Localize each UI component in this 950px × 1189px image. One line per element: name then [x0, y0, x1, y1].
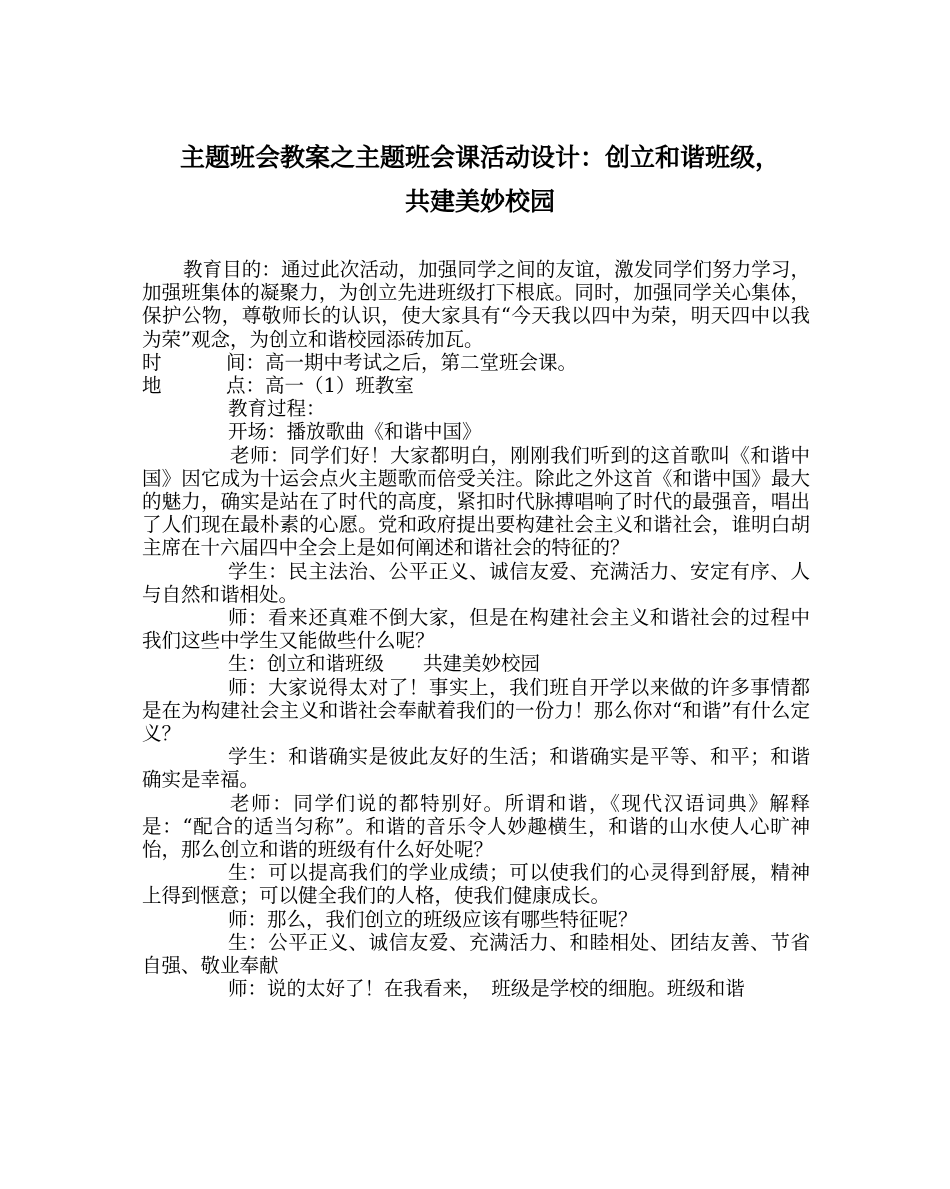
- document-title-line2: 共建美妙校园: [404, 187, 555, 216]
- dialogue-paragraph: 老师：同学们说的都特别好。所谓和谐，《现代汉语词典》解释是：“配合的适当匀称”。和谐的音乐令人妙趣横生，和谐的山水使人心旷神怡，那么创立和谐的班级有什么好处呢？: [142, 791, 810, 862]
- dialogue-paragraph: 生：可以提高我们的学业成绩；可以使我们的心灵得到舒展，精神上得到惬意；可以健全我们的人格，使我们健康成长。: [142, 861, 810, 908]
- dialogue-paragraph: 生：公平正义、诚信友爱、充满活力、和睦相处、团结友善、节省自强、敬业奉献: [142, 930, 810, 978]
- place-value: 高一（1）班教室: [265, 374, 414, 398]
- document-title-line1: 主题班会教案之主题班会课活动设计：创立和谐班级，: [179, 143, 780, 172]
- place-row: [142, 374, 810, 397]
- time-label-a: 时: [142, 350, 162, 374]
- dialogue-paragraph: 学生：和谐确实是彼此友好的生活；和谐确实是平等、和平；和谐确实是幸福。: [142, 745, 810, 792]
- dialogue-paragraph: 学生：民主法治、公平正义、诚信友爱、充满活力、安定有序、人与自然和谐相处。: [142, 559, 810, 606]
- dialogue-paragraph: 师：说的太好了！在我看来， 班级是学校的细胞。班级和谐: [228, 977, 745, 1001]
- place-label-b: 点：: [226, 374, 266, 398]
- opening-line: 开场：播放歌曲《和谐中国》: [228, 420, 482, 444]
- time-value: 高一期中考试之后，第二堂班会课。: [265, 350, 578, 374]
- dialogue-paragraph: 生：创立和谐班级 共建美妙校园: [228, 652, 541, 676]
- purpose-paragraph: 教育目的：通过此次活动，加强同学之间的友谊，激发同学们努力学习，加强班集体的凝聚力，为创立先进班级打下根底。同时，加强同学关心集体，保护公物，尊敬师长的认识，使大家具有“今天我以四中为荣，明天四中以我为荣”观念，为创立和谐校园添砖加瓦。: [142, 258, 810, 351]
- dialogue-paragraph: 师：那么，我们创立的班级应该有哪些特征呢？: [228, 907, 638, 931]
- process-heading: 教育过程：: [228, 397, 326, 421]
- time-row: [142, 351, 810, 374]
- dialogue-paragraph: 师：大家说得太对了！事实上，我们班自开学以来做的许多事情都是在为构建社会主义和谐社会奉献着我们的一份力！那么你对“和谐”有什么定义？: [142, 675, 810, 746]
- place-label-a: 地: [142, 374, 162, 398]
- time-label-b: 间：: [226, 350, 266, 374]
- dialogue-paragraph: 老师：同学们好！大家都明白，刚刚我们听到的这首歌叫《和谐中国》因它成为十运会点火主题歌而倍受关注。除此之外这首《和谐中国》最大的魅力，确实是站在了时代的高度，紧扣时代脉搏唱响了时代的最强音，唱出了人们现在最朴素的心愿。党和政府提出要构建社会主义和谐社会，谁明白胡主席在十六届四中全会上是如何阐述和谐社会的特征的？: [142, 443, 810, 560]
- dialogue-paragraph: 师：看来还真难不倒大家，但是在构建社会主义和谐社会的过程中我们这些中学生又能做些什么呢？: [142, 606, 810, 653]
- document-body: [142, 258, 810, 1001]
